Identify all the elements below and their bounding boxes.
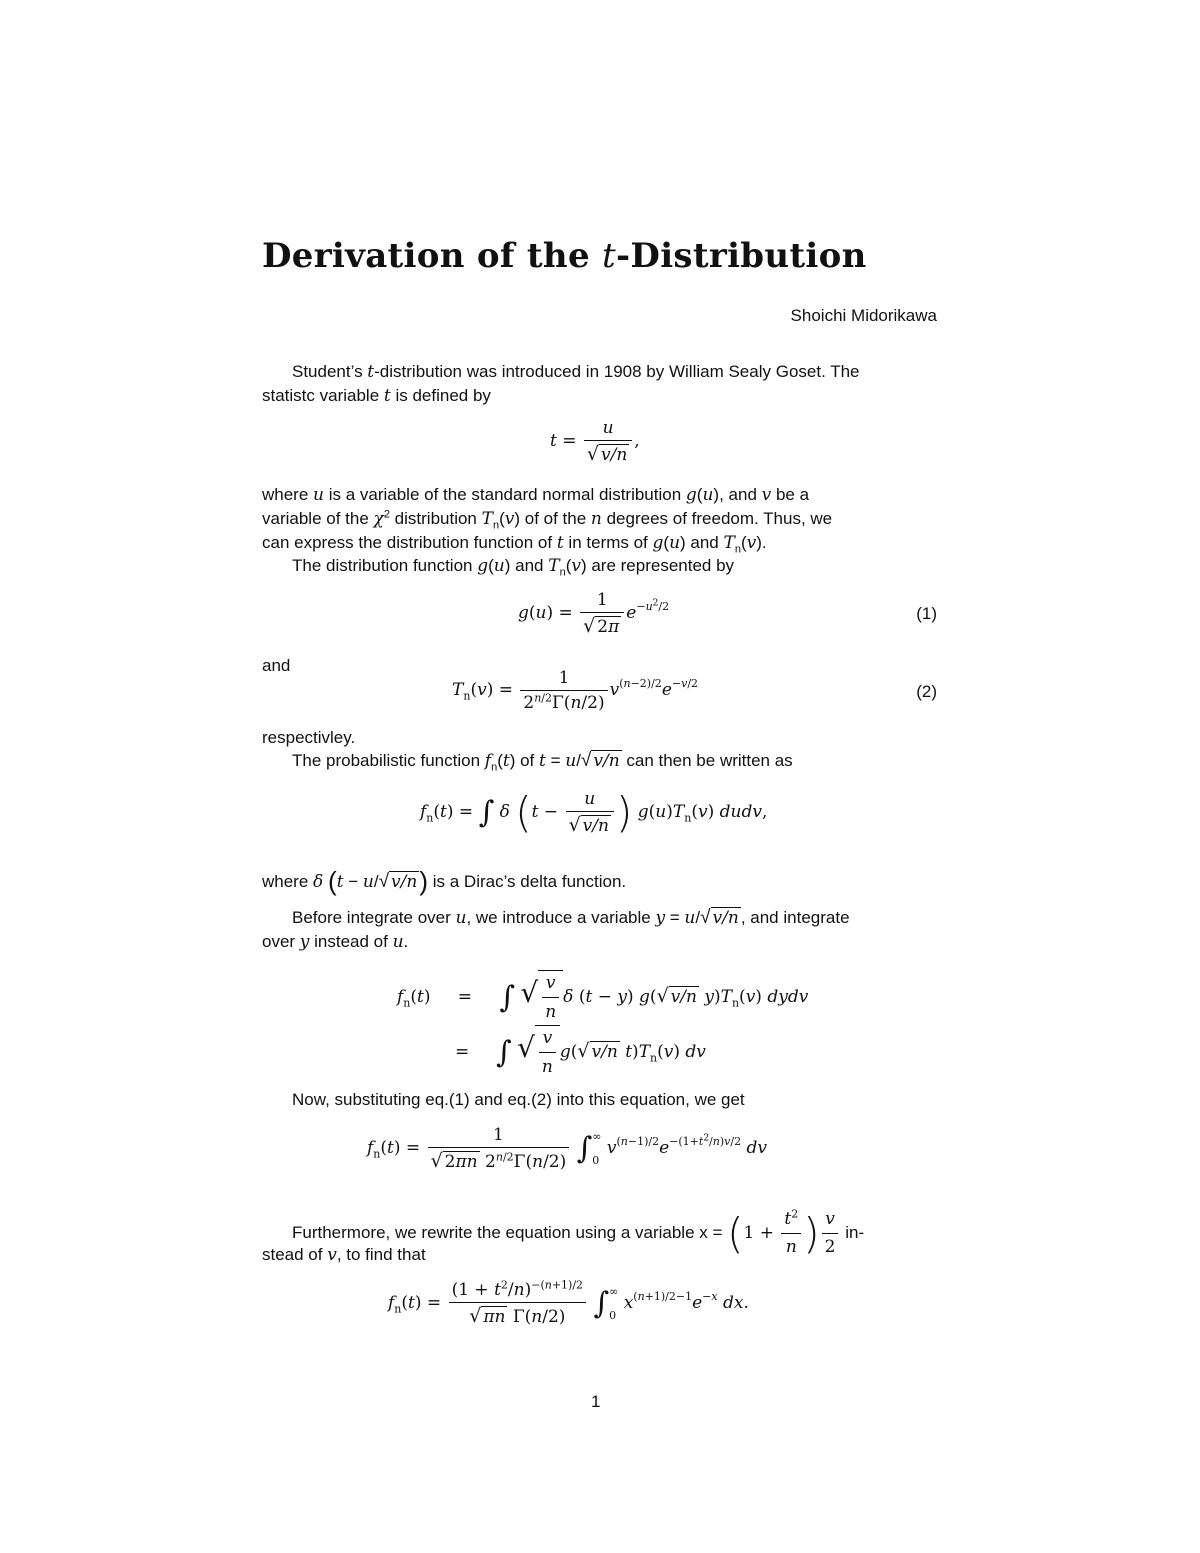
equation-substitution-line2: = ∫ √ $\frac{v}{n}$ g(√ v/n $t)T_n(v)$ dv <box>455 1025 706 1079</box>
equation-fn-integral: $f_n(t)$ = $\frac{1}{√ 2\pi n 2^{n/2}\Gamma(n/2)}$ ∫∞ 0 $v^{(n-1)/2}e^{-(1+t^2/n)v/2}$ dv <box>367 1125 767 1172</box>
author-name: Shoichi Midorikawa <box>790 306 937 325</box>
paragraph-represented: The distribution function g(u) and $T_n(v)$ are represented by <box>292 556 735 579</box>
paragraph-definitions-line3: can express the distribution function of t in terms of g(u) and $T_n(v)$. <box>262 533 767 556</box>
paragraph-now-substituting: Now, substituting eq.(1) and eq.(2) into this equation, we get <box>292 1090 745 1109</box>
equation-t-definition: t = $\frac{u}{√ v/n}$ , <box>550 418 640 465</box>
page-title: Derivation of the t-Distribution <box>262 236 867 276</box>
paragraph-before-integrate-line2: over y instead of u. <box>262 932 409 952</box>
equation-1-number: (1) <box>916 604 937 623</box>
paragraph-furthermore-line1: Furthermore, we rewrite the equation using a variable x = (1 + $\frac{t^2}{n}$ ) $\frac{v}{2}$ in- <box>292 1207 865 1258</box>
equation-1: g(u) = $\frac{1}{√ 2\pi}$ $e^{-u^2/2}$ <box>518 590 670 637</box>
paragraph-probabilistic: The probabilistic function $f_n(t)$ of t = u/√ v/n can then be written as <box>292 750 793 774</box>
page-number: 1 <box>591 1392 601 1411</box>
paragraph-definitions-line2: variable of the $\chi^2$ distribution $T_n(v)$ of of the n degrees of freedom. Thus, we <box>262 508 833 532</box>
equation-2: $T_n(v)$ = $\frac{1}{2^{n/2}\Gamma(n/2)}$ $v^{(n-2)/2}e^{-v/2}$ <box>452 668 699 713</box>
paragraph-before-integrate-line1: Before integrate over u, we introduce a variable y = u/√ v/n , and integrate <box>292 907 850 928</box>
paragraph-definitions-line1: where u is a variable of the standard normal distribution g(u), and v be a <box>262 485 810 505</box>
equation-fn-delta: $f_n(t)$ = ∫ δ (t − $\frac{u}{√ v/n}$ ) $g(u)T_n(v)$ dudv, <box>420 788 768 837</box>
and-label: and <box>262 656 291 675</box>
equation-substitution-line1: $f_n(t)$ = ∫ √ $\frac{v}{n}$ δ (t − y) g(√ v/n $y)T_n(v)$ dydv <box>397 970 808 1024</box>
paragraph-dirac: where δ (t − u/√ v/n) is a Dirac’s delta function. <box>262 866 627 896</box>
paragraph-intro-line2: statistc variable t is defined by <box>262 386 491 406</box>
respectively-label: respectivley. <box>262 728 356 747</box>
paragraph-intro-line1: Student’s t-distribution was introduced in 1908 by William Sealy Goset. The <box>292 362 860 382</box>
equation-fn-gamma: $f_n(t)$ = $\frac{(1 + t^2/n)^{-(n+1)/2}}{\text{√ πn Γ(n/2)}}$ ∫∞ 0 $x^{(n+1)/2-1}e^{-x}$ dx. <box>388 1278 749 1327</box>
paragraph-furthermore-line2: stead of v, to find that <box>262 1245 426 1265</box>
equation-2-number: (2) <box>916 682 937 701</box>
